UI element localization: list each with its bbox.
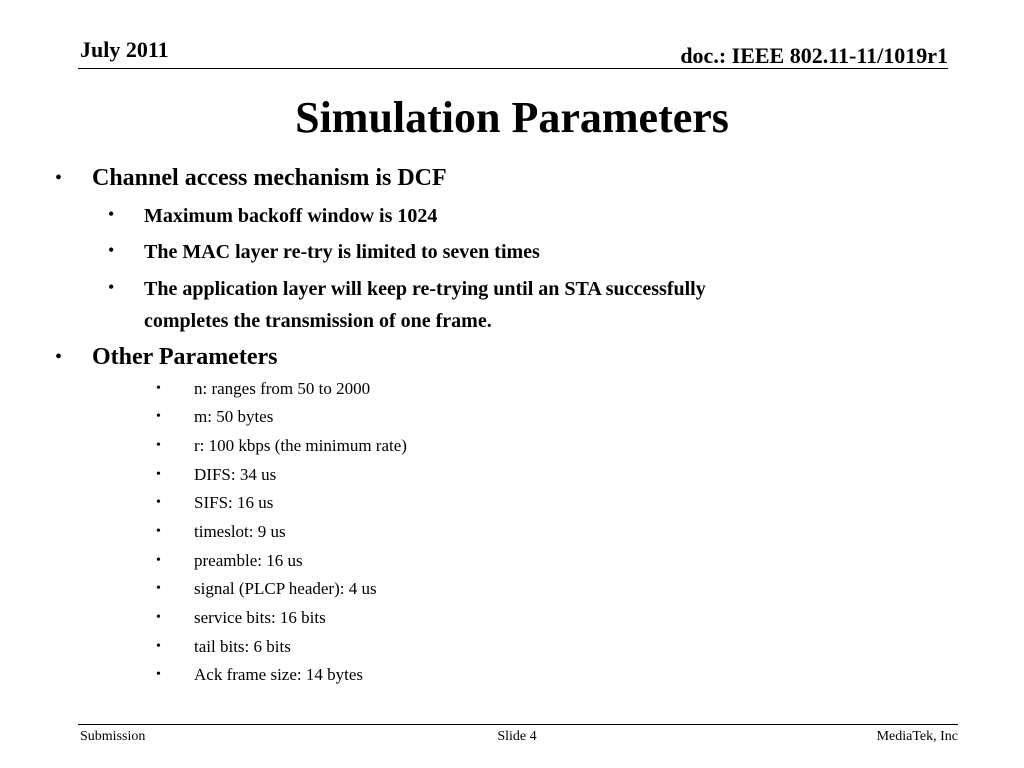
parameter-text: signal (PLCP header): 4 us bbox=[194, 579, 377, 598]
bullet-icon: • bbox=[156, 495, 161, 510]
parameter-text: tail bits: 6 bits bbox=[194, 637, 291, 656]
bullet-icon: • bbox=[156, 467, 161, 482]
bullet-text-continuation: completes the transmission of one frame. bbox=[144, 310, 492, 332]
bullet-icon: • bbox=[156, 667, 161, 682]
bullet-text: Maximum backoff window is 1024 bbox=[144, 205, 438, 227]
parameter-text: DIFS: 34 us bbox=[194, 465, 277, 484]
parameter-text: m: 50 bytes bbox=[194, 407, 274, 426]
bullet-text: The MAC layer re-try is limited to seven times bbox=[144, 241, 540, 263]
parameter-text: SIFS: 16 us bbox=[194, 493, 274, 512]
header-date: July 2011 bbox=[80, 37, 169, 62]
footer-slide-number: Slide 4 bbox=[497, 729, 537, 744]
footer-submission: Submission bbox=[80, 729, 146, 744]
bullet-icon: • bbox=[108, 240, 115, 260]
bullet-icon: • bbox=[156, 381, 161, 396]
bullet-icon: • bbox=[156, 581, 161, 596]
footer-divider bbox=[78, 724, 958, 725]
bullet-icon: • bbox=[156, 438, 161, 453]
parameter-text: Ack frame size: 14 bytes bbox=[194, 665, 363, 684]
header-document-id: doc.: IEEE 802.11-11/1019r1 bbox=[680, 43, 948, 68]
bullet-icon: • bbox=[156, 553, 161, 568]
bullet-icon: • bbox=[108, 204, 115, 224]
bullet-text: The application layer will keep re-trying until an STA successfully bbox=[144, 278, 706, 300]
bullet-icon: • bbox=[156, 610, 161, 625]
bullet-icon: • bbox=[55, 346, 63, 368]
bullet-icon: • bbox=[156, 409, 161, 424]
parameter-text: r: 100 kbps (the minimum rate) bbox=[194, 436, 407, 455]
slide-title: Simulation Parameters bbox=[295, 93, 729, 142]
bullet-icon: • bbox=[156, 524, 161, 539]
parameter-text: service bits: 16 bits bbox=[194, 608, 326, 627]
bullet-icon: • bbox=[156, 639, 161, 654]
bullet-text: Other Parameters bbox=[92, 344, 278, 370]
footer-organization: MediaTek, Inc bbox=[876, 729, 958, 744]
bullet-text: Channel access mechanism is DCF bbox=[92, 165, 447, 191]
parameter-text: preamble: 16 us bbox=[194, 551, 303, 570]
parameter-text: n: ranges from 50 to 2000 bbox=[194, 379, 371, 398]
bullet-icon: • bbox=[108, 277, 115, 297]
bullet-icon: • bbox=[55, 167, 63, 189]
parameter-text: timeslot: 9 us bbox=[194, 522, 286, 541]
